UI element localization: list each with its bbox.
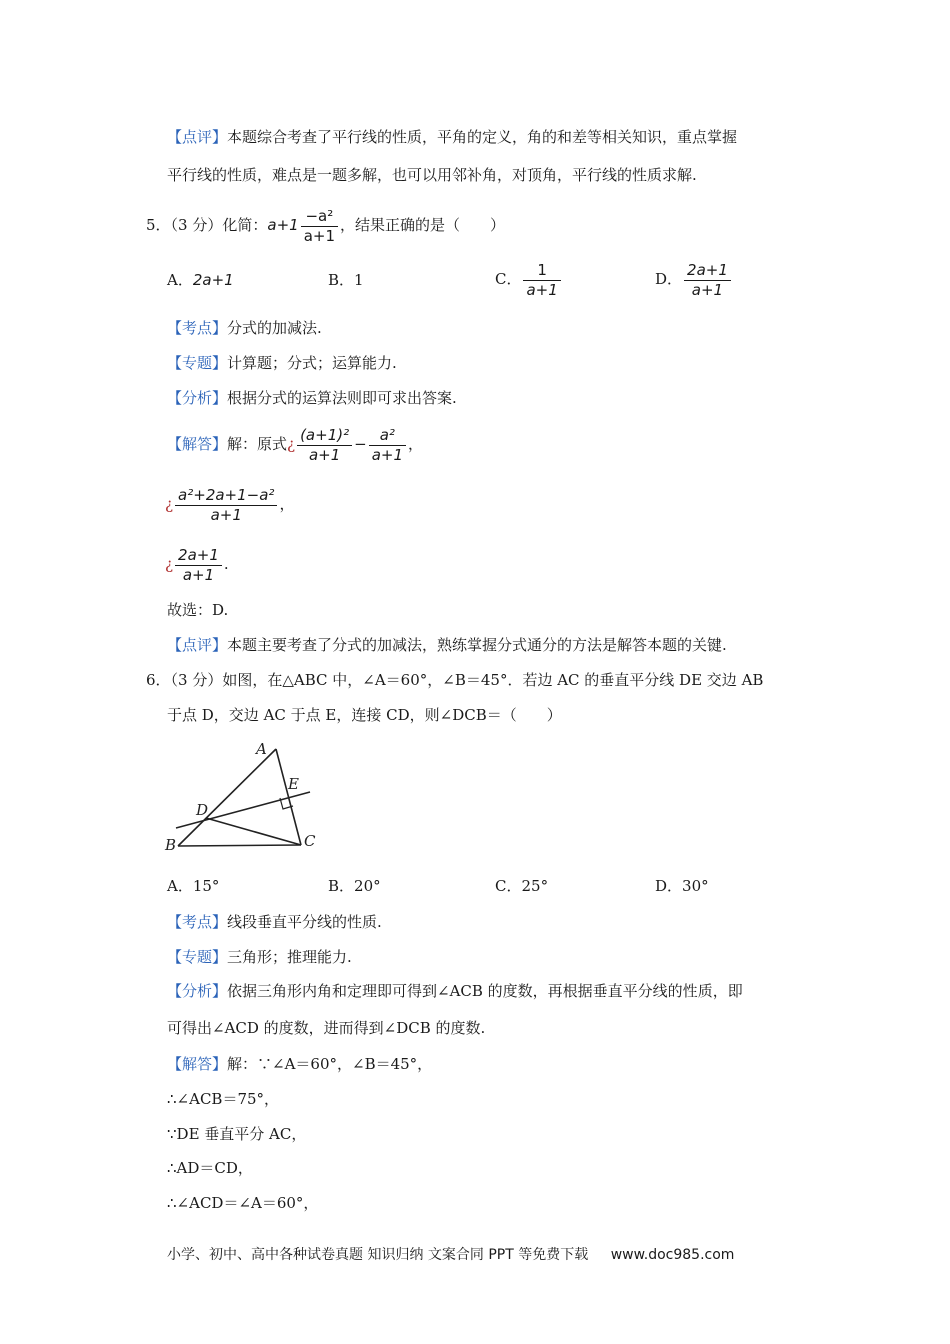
q5-option-d: D． $\frac{2a+1}{a+1}$: [655, 259, 733, 300]
q6-zhuanti: 【专题】三角形；推理能力.: [167, 948, 352, 966]
q5-kaodian: 【考点】分式的加减法.: [167, 319, 322, 337]
review-line-1: 【点评】本题综合考查了平行线的性质，平角的定义，角的和差等相关知识，重点掌握: [167, 128, 738, 146]
q6-option-a: A．15°: [167, 877, 220, 895]
q6-fenxi-line-1: 【分析】依据三角形内角和定理即可得到∠ACB 的度数，再根据垂直平分线的性质，即: [167, 982, 743, 1000]
label-B: B: [165, 836, 177, 854]
q6-option-c: C．25°: [495, 877, 549, 895]
question-6-stem-line-2: 于点 D，交边 AC 于点 E，连接 CD，则∠DCB＝（ ）: [167, 706, 562, 724]
q6-jieda-line-5: ∴∠ACD＝∠A＝60°，: [167, 1194, 319, 1212]
q6-jieda-line-4: ∴AD＝CD，: [167, 1159, 253, 1177]
q5-fenxi: 【分析】根据分式的运算法则即可求出答案.: [167, 389, 457, 407]
q5-dianping: 【点评】本题主要考查了分式的加减法，熟练掌握分式通分的方法是解答本题的关键.: [167, 636, 727, 654]
label-C: C: [304, 832, 316, 850]
q6-fenxi-line-2: 可得出∠ACD 的度数，进而得到∠DCB 的度数.: [167, 1019, 486, 1037]
q6-jieda-line-1: 【解答】解：∵∠A＝60°，∠B＝45°，: [167, 1055, 433, 1073]
triangle-figure: [160, 738, 325, 856]
footer-url[interactable]: www.doc985.com: [610, 1247, 735, 1263]
label-E: E: [288, 775, 299, 793]
question-5-stem: 5．（3 分）化简：a+1 $\frac{\text{−a²}}{a+1}$ ，结果正确的是（ ）: [146, 206, 506, 245]
q6-jieda-line-2: ∴∠ACB＝75°，: [167, 1090, 280, 1108]
label-A: A: [256, 740, 267, 758]
q5-option-b: B．1: [328, 271, 364, 289]
q6-option-d: D．30°: [655, 877, 709, 895]
q5-jieda-step-3: ¿ $\frac{2a+1}{a+1}$ .: [165, 545, 229, 584]
q5-option-a: A．2a+1: [167, 271, 234, 289]
q5-jieda-step-2: ¿ $\frac{\text{a²+2a+1−a²}}{a+1}$ ，: [165, 485, 295, 524]
question-6-stem-line-1: 6．（3 分）如图，在△ABC 中，∠A＝60°，∠B＝45°．若边 AC 的垂直平分线 DE 交边 AB: [146, 671, 764, 689]
q6-option-b: B．20°: [328, 877, 381, 895]
review-tag: 【点评】: [167, 128, 228, 146]
q6-kaodian: 【考点】线段垂直平分线的性质.: [167, 913, 382, 931]
q5-option-c: C． $\frac{1}{a+1}$: [495, 259, 563, 300]
q6-jieda-line-3: ∵DE 垂直平分 AC，: [167, 1125, 307, 1143]
footer: [167, 1245, 734, 1265]
footer-text: 小学、初中、高中各种试卷真题 知识归纳 文案合同 PPT 等免费下载: [167, 1247, 589, 1263]
q5-stem-fraction: $\frac{\text{−a²}}{a+1}$: [301, 207, 338, 246]
review-line-2: 平行线的性质，难点是一题多解，也可以用邻补角，对顶角，平行线的性质求解.: [167, 166, 697, 184]
label-D: D: [196, 801, 209, 819]
q5-zhuanti: 【专题】计算题；分式；运算能力.: [167, 354, 397, 372]
q5-choose: 故选：D.: [167, 601, 229, 619]
q5-jieda-step-1: 【解答】解：原式¿ $\frac{\text{(a+1)²}}{a+1}$ − $\frac{\text{a²}}{a+1}$ ，: [167, 425, 424, 464]
